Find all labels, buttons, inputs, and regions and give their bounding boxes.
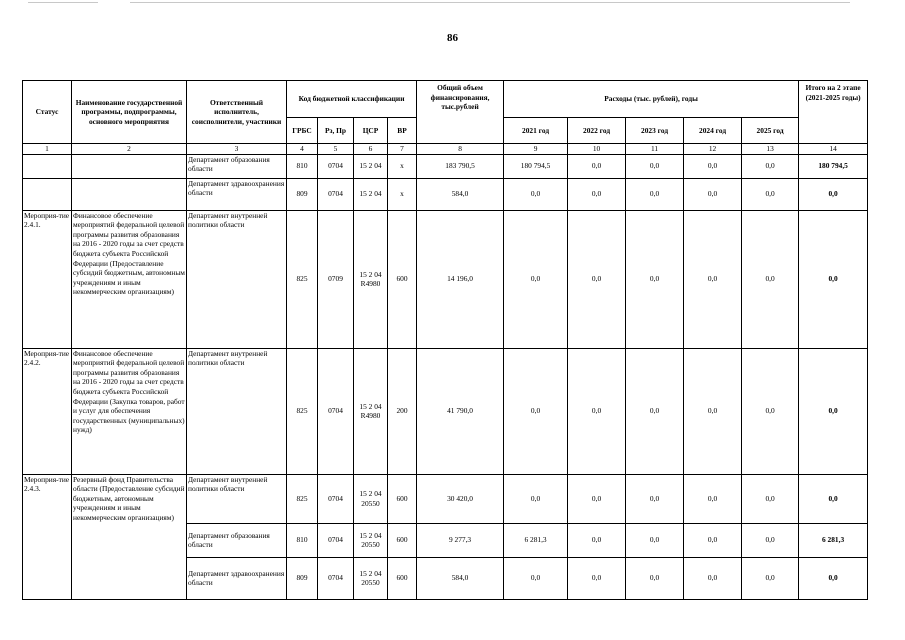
csr-cell: 15 2 04 [354, 154, 388, 178]
rzpr-cell: 0704 [318, 523, 354, 557]
top-rule [130, 2, 850, 3]
y2023-cell: 0,0 [626, 557, 684, 599]
y2021-cell: 0,0 [504, 474, 568, 523]
total-cell: 584,0 [417, 557, 504, 599]
column-number: 11 [626, 144, 684, 155]
name-cell: Финансовое обеспечение мероприятий федеральной целевой программы развития образования на 2016 - 2020 годы за счет средств бюджета субъекта Российской Федерации (Предоставление субсидий бюджетным, автономным учреждениям и иным некоммерческим организациям) [72, 210, 187, 348]
header-2024: 2024 год [684, 118, 742, 144]
stage-total-cell: 0,0 [799, 348, 868, 474]
csr-cell: 15 2 04 [354, 178, 388, 210]
table-row [23, 178, 868, 210]
header-2022: 2022 год [568, 118, 626, 144]
y2024-cell: 0,0 [684, 210, 742, 348]
rzpr-cell: 0704 [318, 557, 354, 599]
column-number: 6 [354, 144, 388, 155]
header-2025: 2025 год [742, 118, 799, 144]
csr-cell: 15 2 04 20550 [354, 523, 388, 557]
y2024-cell: 0,0 [684, 523, 742, 557]
vr-cell: 600 [388, 523, 417, 557]
stage-total-cell: 0,0 [799, 474, 868, 523]
responsible-cell: Департамент внутренней политики области [187, 210, 287, 348]
header-total-volume: Общий объем финансирования, тыс.рублей [417, 81, 504, 144]
rzpr-cell: 0704 [318, 348, 354, 474]
y2022-cell: 0,0 [568, 178, 626, 210]
y2022-cell: 0,0 [568, 210, 626, 348]
stage-total-cell: 0,0 [799, 210, 868, 348]
status-cell: Мероприя-тие 2.4.1. [23, 210, 72, 348]
column-number: 3 [187, 144, 287, 155]
y2022-cell: 0,0 [568, 474, 626, 523]
column-number: 1 [23, 144, 72, 155]
y2021-cell: 0,0 [504, 178, 568, 210]
y2023-cell: 0,0 [626, 523, 684, 557]
y2023-cell: 0,0 [626, 154, 684, 178]
grbs-cell: 825 [287, 348, 318, 474]
column-number: 4 [287, 144, 318, 155]
rzpr-cell: 0704 [318, 178, 354, 210]
y2023-cell: 0,0 [626, 210, 684, 348]
header-rzpr: Рз, Пр [318, 118, 354, 144]
responsible-cell: Департамент образования области [187, 154, 287, 178]
header-csr: ЦСР [354, 118, 388, 144]
y2025-cell: 0,0 [742, 557, 799, 599]
header-name: Наименование государственной программы, подпрограммы, основного мероприятия [72, 81, 187, 144]
column-number: 14 [799, 144, 868, 155]
y2021-cell: 0,0 [504, 557, 568, 599]
status-cell [23, 154, 72, 178]
y2024-cell: 0,0 [684, 557, 742, 599]
name-cell [72, 178, 187, 210]
y2022-cell: 0,0 [568, 348, 626, 474]
vr-cell: х [388, 154, 417, 178]
column-number: 9 [504, 144, 568, 155]
y2025-cell: 0,0 [742, 348, 799, 474]
grbs-cell: 825 [287, 210, 318, 348]
total-cell: 584,0 [417, 178, 504, 210]
y2025-cell: 0,0 [742, 154, 799, 178]
name-cell: Финансовое обеспечение мероприятий федеральной целевой программы развития образования на 2016 - 2020 годы за счет средств бюджета субъекта Российской Федерации (Закупка товаров, работ и услуг для обеспечения государственных (муниципальных) нужд) [72, 348, 187, 474]
vr-cell: 600 [388, 474, 417, 523]
table-row [23, 348, 868, 474]
vr-cell: 600 [388, 210, 417, 348]
total-cell: 30 420,0 [417, 474, 504, 523]
column-number: 5 [318, 144, 354, 155]
status-cell [23, 178, 72, 210]
y2021-cell: 0,0 [504, 210, 568, 348]
y2023-cell: 0,0 [626, 178, 684, 210]
header-stage-total: Итого на 2 этапе (2021-2025 годы) [799, 81, 868, 144]
column-number: 2 [72, 144, 187, 155]
csr-cell: 15 2 04 20550 [354, 474, 388, 523]
total-cell: 41 790,0 [417, 348, 504, 474]
top-rule [28, 2, 98, 3]
header-budget-code: Код бюджетной классификации [287, 81, 417, 118]
y2021-cell: 0,0 [504, 348, 568, 474]
stage-total-cell: 0,0 [799, 557, 868, 599]
header-row [23, 81, 868, 118]
column-number: 13 [742, 144, 799, 155]
header-grbs: ГРБС [287, 118, 318, 144]
y2021-cell: 180 794,5 [504, 154, 568, 178]
y2022-cell: 0,0 [568, 557, 626, 599]
stage-total-cell: 180 794,5 [799, 154, 868, 178]
total-cell: 14 196,0 [417, 210, 504, 348]
budget-table [22, 80, 868, 600]
column-number-row [23, 144, 868, 155]
total-cell: 9 277,3 [417, 523, 504, 557]
y2022-cell: 0,0 [568, 523, 626, 557]
responsible-cell: Департамент внутренней политики области [187, 474, 287, 523]
column-number: 8 [417, 144, 504, 155]
y2023-cell: 0,0 [626, 474, 684, 523]
y2024-cell: 0,0 [684, 474, 742, 523]
responsible-cell: Департамент образования области [187, 523, 287, 557]
csr-cell: 15 2 04 20550 [354, 557, 388, 599]
y2023-cell: 0,0 [626, 348, 684, 474]
header-2021: 2021 год [504, 118, 568, 144]
rzpr-cell: 0704 [318, 474, 354, 523]
column-number: 12 [684, 144, 742, 155]
y2025-cell: 0,0 [742, 210, 799, 348]
header-expenses: Расходы (тыс. рублей), годы [504, 81, 799, 118]
header-status: Статус [23, 81, 72, 144]
column-number: 7 [388, 144, 417, 155]
responsible-cell: Департамент здравоохранения области [187, 557, 287, 599]
vr-cell: х [388, 178, 417, 210]
page-number: 86 [447, 32, 458, 44]
header-2023: 2023 год [626, 118, 684, 144]
responsible-cell: Департамент внутренней политики области [187, 348, 287, 474]
y2021-cell: 6 281,3 [504, 523, 568, 557]
y2025-cell: 0,0 [742, 523, 799, 557]
status-cell: Мероприя-тие 2.4.3. [23, 474, 72, 599]
y2024-cell: 0,0 [684, 178, 742, 210]
csr-cell: 15 2 04 R4980 [354, 210, 388, 348]
name-cell [72, 154, 187, 178]
stage-total-cell: 6 281,3 [799, 523, 868, 557]
vr-cell: 200 [388, 348, 417, 474]
table-row [23, 154, 868, 178]
grbs-cell: 810 [287, 523, 318, 557]
grbs-cell: 809 [287, 178, 318, 210]
csr-cell: 15 2 04 R4980 [354, 348, 388, 474]
y2024-cell: 0,0 [684, 154, 742, 178]
vr-cell: 600 [388, 557, 417, 599]
responsible-cell: Департамент здравоохранения области [187, 178, 287, 210]
status-cell: Мероприя-тие 2.4.2. [23, 348, 72, 474]
grbs-cell: 810 [287, 154, 318, 178]
rzpr-cell: 0709 [318, 210, 354, 348]
column-number: 10 [568, 144, 626, 155]
y2025-cell: 0,0 [742, 178, 799, 210]
table-row [23, 474, 868, 523]
table-row [23, 210, 868, 348]
grbs-cell: 809 [287, 557, 318, 599]
total-cell: 183 790,5 [417, 154, 504, 178]
y2024-cell: 0,0 [684, 348, 742, 474]
y2022-cell: 0,0 [568, 154, 626, 178]
rzpr-cell: 0704 [318, 154, 354, 178]
y2025-cell: 0,0 [742, 474, 799, 523]
name-cell: Резервный фонд Правительства области (Предоставление субсидий бюджетным, автономным учреждениям и иным некоммерческим организациям) [72, 474, 187, 599]
grbs-cell: 825 [287, 474, 318, 523]
header-vr: ВР [388, 118, 417, 144]
header-responsible: Ответственный исполнитель, соисполнители, участники [187, 81, 287, 144]
stage-total-cell: 0,0 [799, 178, 868, 210]
